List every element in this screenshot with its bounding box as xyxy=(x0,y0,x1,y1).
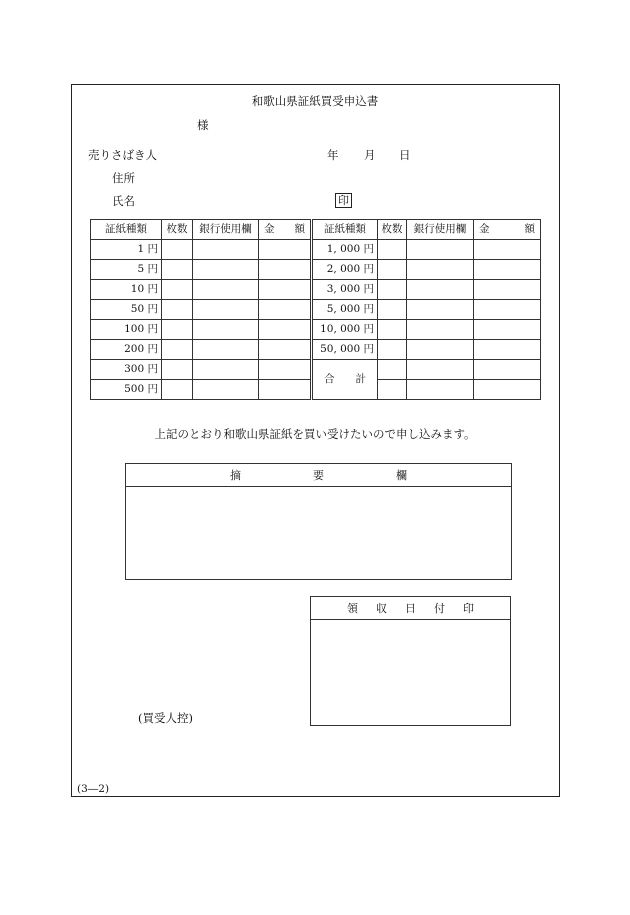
count-cell[interactable] xyxy=(162,320,193,340)
denomination-cell: 5 円 xyxy=(91,260,162,280)
denomination-cell: 200 円 xyxy=(91,340,162,360)
table-header-row xyxy=(313,220,541,240)
amount-cell[interactable] xyxy=(259,320,311,340)
denomination-cell: 10, 000 円 xyxy=(313,320,378,340)
table-row xyxy=(313,340,541,360)
denomination-cell: 100 円 xyxy=(91,320,162,340)
amount-cell[interactable] xyxy=(474,320,541,340)
table-header-row xyxy=(91,220,311,240)
amount-cell[interactable] xyxy=(259,260,311,280)
table-row xyxy=(91,240,311,260)
count-cell[interactable] xyxy=(162,260,193,280)
amount-cell[interactable] xyxy=(259,280,311,300)
denomination-cell: 50, 000 円 xyxy=(313,340,378,360)
header-stamp-type: 証紙種類 xyxy=(313,220,378,240)
bank-cell[interactable] xyxy=(407,360,474,380)
receipt-header-char: 収 xyxy=(376,602,387,615)
header-bank-use: 銀行使用欄 xyxy=(193,220,259,240)
amount-cell[interactable] xyxy=(259,360,311,380)
bank-cell[interactable] xyxy=(407,340,474,360)
receipt-header-char: 付 xyxy=(434,602,445,615)
address-label: 住所 xyxy=(112,171,135,185)
count-cell[interactable] xyxy=(378,300,407,320)
count-cell[interactable] xyxy=(378,260,407,280)
bank-cell[interactable] xyxy=(407,260,474,280)
count-cell[interactable] xyxy=(162,240,193,260)
amount-cell[interactable] xyxy=(474,300,541,320)
receipt-header-char: 日 xyxy=(405,602,416,615)
table-row xyxy=(313,240,541,260)
count-cell[interactable] xyxy=(378,320,407,340)
bank-cell[interactable] xyxy=(193,380,259,400)
amount-cell[interactable] xyxy=(474,360,541,380)
denomination-cell: 500 円 xyxy=(91,380,162,400)
summary-header-char: 摘 xyxy=(230,469,241,482)
bank-cell[interactable] xyxy=(193,320,259,340)
amount-cell[interactable] xyxy=(259,300,311,320)
header-stamp-type: 証紙種類 xyxy=(91,220,162,240)
receipt-box-header xyxy=(311,597,510,620)
summary-box-header xyxy=(126,464,511,487)
form-number: (3―2) xyxy=(77,783,110,795)
table-row xyxy=(91,360,311,380)
bank-cell[interactable] xyxy=(193,260,259,280)
total-row xyxy=(313,360,541,380)
left-stamp-table xyxy=(90,219,311,400)
amount-cell[interactable] xyxy=(474,380,541,400)
bank-cell[interactable] xyxy=(407,300,474,320)
count-cell[interactable] xyxy=(162,280,193,300)
header-count: 枚数 xyxy=(378,220,407,240)
right-stamp-table xyxy=(312,219,541,400)
bank-cell[interactable] xyxy=(407,320,474,340)
amount-cell[interactable] xyxy=(474,260,541,280)
bank-cell[interactable] xyxy=(193,280,259,300)
amount-cell[interactable] xyxy=(474,280,541,300)
summary-box xyxy=(125,463,512,580)
count-cell[interactable] xyxy=(378,380,407,400)
table-row xyxy=(313,280,541,300)
header-amount: 金 額 xyxy=(474,220,541,240)
count-cell[interactable] xyxy=(162,300,193,320)
bank-cell[interactable] xyxy=(407,380,474,400)
count-cell[interactable] xyxy=(162,360,193,380)
seal-mark: 印 xyxy=(335,193,352,208)
total-label: 合 計 xyxy=(313,360,378,400)
bank-cell[interactable] xyxy=(193,360,259,380)
receipt-stamp-area[interactable] xyxy=(311,620,510,725)
denomination-cell: 10 円 xyxy=(91,280,162,300)
denomination-cell: 50 円 xyxy=(91,300,162,320)
count-cell[interactable] xyxy=(378,340,407,360)
denomination-cell: 2, 000 円 xyxy=(313,260,378,280)
summary-header-char: 要 xyxy=(313,469,324,482)
amount-cell[interactable] xyxy=(259,380,311,400)
bank-cell[interactable] xyxy=(407,280,474,300)
table-row xyxy=(313,260,541,280)
count-cell[interactable] xyxy=(162,380,193,400)
header-amount: 金 額 xyxy=(259,220,311,240)
table-row xyxy=(91,320,311,340)
count-cell[interactable] xyxy=(378,280,407,300)
denomination-cell: 1, 000 円 xyxy=(313,240,378,260)
receipt-stamp-box xyxy=(310,596,511,726)
denomination-cell: 3, 000 円 xyxy=(313,280,378,300)
summary-header-char: 欄 xyxy=(396,469,407,482)
bank-cell[interactable] xyxy=(193,240,259,260)
header-bank-use: 銀行使用欄 xyxy=(407,220,474,240)
amount-cell[interactable] xyxy=(474,240,541,260)
denomination-cell: 300 円 xyxy=(91,360,162,380)
date-month-label: 月 xyxy=(364,148,376,162)
amount-cell[interactable] xyxy=(259,340,311,360)
name-label: 氏名 xyxy=(112,194,135,208)
bank-cell[interactable] xyxy=(193,300,259,320)
seller-label: 売りさばき人 xyxy=(88,148,157,162)
count-cell[interactable] xyxy=(378,240,407,260)
statement-text: 上記のとおり和歌山県証紙を買い受けたいので申し込みます。 xyxy=(154,427,476,441)
table-row xyxy=(91,260,311,280)
table-row xyxy=(91,280,311,300)
date-day-label: 日 xyxy=(399,148,411,162)
denomination-cell: 1 円 xyxy=(91,240,162,260)
count-cell[interactable] xyxy=(162,340,193,360)
receipt-header-char: 印 xyxy=(463,602,474,615)
table-row xyxy=(91,340,311,360)
date-year-label: 年 xyxy=(327,148,339,162)
amount-cell[interactable] xyxy=(474,340,541,360)
count-cell[interactable] xyxy=(378,360,407,380)
table-row xyxy=(313,300,541,320)
addressee-suffix: 様 xyxy=(197,118,209,132)
denomination-cell: 5, 000 円 xyxy=(313,300,378,320)
table-row xyxy=(91,380,311,400)
summary-field[interactable] xyxy=(126,487,511,579)
receipt-header-char: 領 xyxy=(347,602,358,615)
buyer-copy-label: (買受人控) xyxy=(138,711,193,725)
form-title: 和歌山県証紙買受申込書 xyxy=(251,94,379,108)
amount-cell[interactable] xyxy=(259,240,311,260)
bank-cell[interactable] xyxy=(193,340,259,360)
table-row xyxy=(313,320,541,340)
bank-cell[interactable] xyxy=(407,240,474,260)
header-count: 枚数 xyxy=(162,220,193,240)
table-row xyxy=(91,300,311,320)
